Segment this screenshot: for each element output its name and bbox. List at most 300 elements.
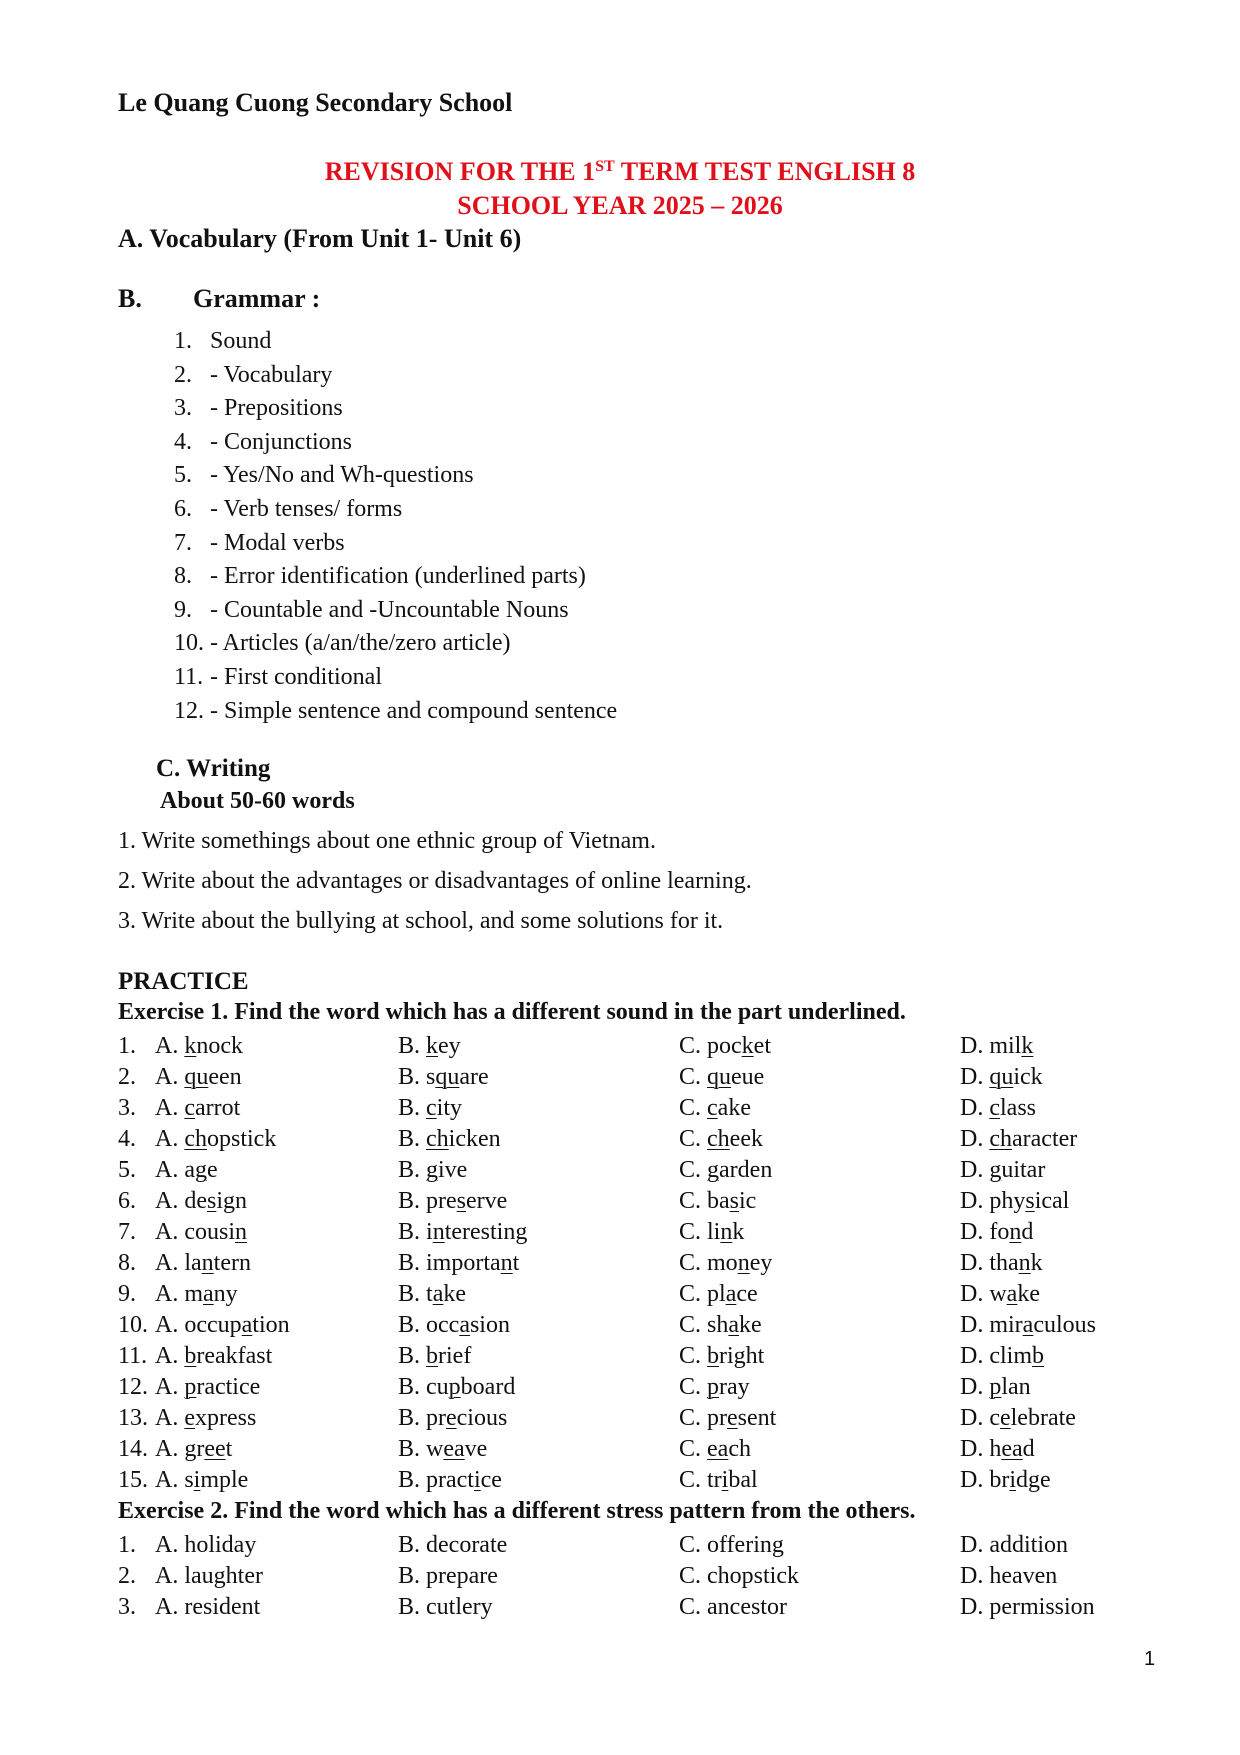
question-number: 3. (118, 1594, 136, 1620)
option-b: B. decorate (398, 1532, 508, 1558)
option-a: A. holiday (155, 1532, 257, 1558)
option-text: D. clim (960, 1343, 1032, 1369)
underlined-part: c (707, 1095, 718, 1121)
option-text: D. tha (960, 1250, 1019, 1276)
option-text: B. (398, 1157, 427, 1183)
option-text: C. (679, 1064, 708, 1090)
grammar-item (174, 459, 617, 493)
exercise-1-title: Exercise 1. Find the word which has a different sound in the part underlined. (118, 999, 906, 1025)
option-text: ractice (196, 1374, 261, 1400)
title-part: TERM TEST ENGLISH 8 (614, 157, 916, 186)
underlined-part: s (456, 1188, 466, 1214)
underlined-part: qu (989, 1064, 1014, 1090)
writing-task: 1. Write somethings about one ethnic group of Vietnam. (118, 828, 656, 854)
underlined-part: i (1009, 1467, 1016, 1493)
option-text: board (460, 1374, 516, 1400)
grammar-item (174, 661, 617, 695)
grammar-item-text: - Prepositions (210, 395, 343, 422)
option-a (155, 1031, 243, 1062)
option-a (155, 1372, 260, 1403)
writing-task: 2. Write about the advantages or disadvantages of online learning. (118, 868, 752, 894)
question-number: 2. (118, 1064, 136, 1090)
underlined-part: s (206, 1188, 217, 1214)
option-text: D. br (960, 1467, 1010, 1493)
option-text: bal (728, 1467, 758, 1493)
option-text: d (1021, 1219, 1034, 1245)
option-text: B. (398, 1095, 427, 1121)
title-superscript: ST (595, 158, 615, 175)
underlined-part: p (184, 1374, 197, 1400)
option-text: ick (1013, 1064, 1043, 1090)
option-text: C. pr (679, 1405, 727, 1431)
option-a (155, 1186, 247, 1217)
grammar-item-text: - Conjunctions (210, 428, 352, 455)
underlined-part: a (1022, 1312, 1034, 1338)
writing-task: 3. Write about the bullying at school, and some solutions for it. (118, 908, 724, 934)
option-text: B. (398, 1126, 427, 1152)
option-text: D. w (960, 1281, 1007, 1307)
option-text: mple (200, 1467, 249, 1493)
option-text: D. (960, 1374, 990, 1400)
grammar-item-text: - Countable and -Uncountable Nouns (210, 596, 569, 623)
grammar-item (174, 359, 617, 393)
grammar-item-number: 8. (174, 563, 192, 590)
option-text: ce (480, 1467, 502, 1493)
option-text: ign (216, 1188, 247, 1214)
option-c (679, 1124, 763, 1155)
underlined-part: ee (204, 1436, 226, 1462)
option-d (960, 1248, 1043, 1279)
underlined-part: i (473, 1467, 481, 1493)
option-b (398, 1279, 466, 1310)
option-d (960, 1186, 1069, 1217)
option-a (155, 1279, 238, 1310)
option-c (679, 1093, 751, 1124)
underlined-part: g (426, 1157, 439, 1183)
question-number: 4. (118, 1126, 136, 1152)
option-text: ray (719, 1374, 750, 1400)
grammar-item (174, 325, 617, 359)
writing-list (118, 824, 752, 944)
option-text: A. (155, 1095, 185, 1121)
option-text: D. (960, 1126, 990, 1152)
underlined-part: e (999, 1405, 1011, 1431)
option-text: icken (448, 1126, 501, 1152)
option-b (398, 1186, 507, 1217)
option-a: A. resident (155, 1594, 261, 1620)
school-year: SCHOOL YEAR 2025 – 2026 (457, 191, 783, 220)
grammar-item-number: 2. (174, 361, 192, 388)
grammar-list (174, 325, 617, 728)
question-number: 8. (118, 1250, 136, 1276)
option-text: B. pre (398, 1188, 457, 1214)
grammar-item (174, 426, 617, 460)
underlined-part: c (989, 1095, 1000, 1121)
option-text: A. (155, 1126, 185, 1152)
underlined-part: p (707, 1374, 720, 1400)
underlined-part: i (193, 1467, 201, 1493)
exercise-2-title: Exercise 2. Find the word which has a different stress pattern from the others. (118, 1498, 916, 1524)
option-text: lebrate (1010, 1405, 1076, 1431)
option-c (679, 1434, 751, 1465)
option-text: k (732, 1219, 745, 1245)
option-text: D. mir (960, 1312, 1023, 1338)
option-text: B. t (398, 1281, 433, 1307)
option-d (960, 1093, 1036, 1124)
option-d (960, 1062, 1043, 1093)
option-text: B. pract (398, 1467, 474, 1493)
option-b (398, 1248, 519, 1279)
option-text: D. (960, 1064, 990, 1090)
option-text: uitar (1001, 1157, 1046, 1183)
grammar-item-number: 10. (174, 630, 204, 657)
option-b (398, 1093, 462, 1124)
underlined-part: ch (426, 1126, 449, 1152)
option-text: arden (719, 1157, 773, 1183)
grammar-item-number: 12. (174, 697, 204, 724)
option-text: B. occ (398, 1312, 460, 1338)
underlined-part: g (707, 1157, 720, 1183)
grammar-item (174, 594, 617, 628)
option-c (679, 1031, 771, 1062)
grammar-item (174, 392, 617, 426)
title-part: REVISION FOR THE 1 (324, 157, 596, 186)
option-text: arrot (195, 1095, 241, 1121)
underlined-part: s (1025, 1188, 1035, 1214)
option-b (398, 1155, 467, 1186)
underlined-part: ea (1001, 1436, 1023, 1462)
option-text: B. cu (398, 1374, 449, 1400)
option-b (398, 1403, 507, 1434)
option-text: lass (1000, 1095, 1036, 1121)
option-text: C. (679, 1436, 708, 1462)
grammar-item-text: - Modal verbs (210, 529, 345, 556)
grammar-item (174, 560, 617, 594)
option-text: C. mo (679, 1250, 738, 1276)
question-number: 11. (118, 1343, 148, 1369)
grammar-item-number: 11. (174, 663, 204, 690)
option-a (155, 1155, 218, 1186)
option-a (155, 1124, 276, 1155)
option-text: D. (960, 1095, 990, 1121)
option-d (960, 1310, 1096, 1341)
question-number: 3. (118, 1095, 136, 1121)
option-text: k (1030, 1250, 1043, 1276)
underlined-part: g (194, 1157, 207, 1183)
grammar-item-number: 5. (174, 462, 192, 489)
option-d (960, 1434, 1035, 1465)
underlined-part: n (1009, 1219, 1022, 1245)
practice-heading: PRACTICE (118, 968, 249, 995)
school-name: Le Quang Cuong Secondary School (118, 88, 513, 117)
option-text: ke (739, 1312, 762, 1338)
option-d: D. addition (960, 1532, 1068, 1558)
underlined-part: a (725, 1281, 737, 1307)
underlined-part: b (184, 1343, 197, 1369)
underlined-part: k (1021, 1033, 1034, 1059)
underlined-part: i (721, 1467, 729, 1493)
question-number: 1. (118, 1033, 136, 1059)
option-text: A. m (155, 1281, 203, 1307)
grammar-item-text: - Error identification (underlined parts) (210, 563, 586, 590)
option-text: cious (456, 1405, 508, 1431)
underlined-part: b (1032, 1343, 1044, 1369)
option-text: tern (213, 1250, 251, 1276)
option-text: et (753, 1033, 771, 1059)
option-d (960, 1279, 1040, 1310)
grammar-item-text: - Simple sentence and compound sentence (210, 697, 618, 724)
option-c: C. ancestor (679, 1594, 787, 1620)
grammar-item (174, 493, 617, 527)
option-a (155, 1465, 248, 1496)
underlined-part: b (707, 1343, 720, 1369)
option-c (679, 1341, 764, 1372)
section-a-heading: A. Vocabulary (From Unit 1- Unit 6) (118, 224, 522, 253)
option-text: D. h (960, 1436, 1002, 1462)
option-text: D. (960, 1157, 990, 1183)
underlined-part: n (235, 1219, 247, 1245)
option-text: ke (1017, 1281, 1040, 1307)
option-text: xpress (195, 1405, 257, 1431)
option-text: B. (398, 1343, 427, 1369)
option-d (960, 1031, 1033, 1062)
option-b (398, 1217, 527, 1248)
option-text: ve (464, 1436, 488, 1462)
option-text: A. (155, 1064, 185, 1090)
underlined-part: e (727, 1405, 738, 1431)
option-text: C. (679, 1374, 708, 1400)
underlined-part: e (446, 1405, 457, 1431)
option-d (960, 1341, 1044, 1372)
option-c (679, 1217, 744, 1248)
question-number: 15. (118, 1467, 148, 1493)
underlined-part: s (729, 1188, 740, 1214)
option-text: B. w (398, 1436, 444, 1462)
option-text: een (208, 1064, 242, 1090)
option-text: d (1022, 1436, 1035, 1462)
question-number: 14. (118, 1436, 148, 1462)
option-a (155, 1310, 290, 1341)
grammar-item (174, 527, 617, 561)
grammar-item-number: 9. (174, 596, 192, 623)
option-b (398, 1310, 510, 1341)
grammar-item-number: 1. (174, 328, 192, 354)
question-number: 5. (118, 1157, 136, 1183)
underlined-part: n (737, 1250, 750, 1276)
page-number: 1 (1144, 1648, 1156, 1670)
option-c (679, 1279, 758, 1310)
option-b (398, 1341, 471, 1372)
section-b-heading: Grammar : (193, 284, 321, 313)
option-text: ive (438, 1157, 468, 1183)
underlined-part: c (184, 1095, 195, 1121)
option-a (155, 1434, 232, 1465)
underlined-part: p (448, 1374, 461, 1400)
option-d (960, 1155, 1045, 1186)
option-c (679, 1155, 772, 1186)
underlined-part: k (184, 1033, 197, 1059)
underlined-part: e (184, 1405, 195, 1431)
grammar-item-text: - Yes/No and Wh-questions (210, 462, 474, 489)
underlined-part: a (203, 1281, 214, 1307)
question-number: 6. (118, 1188, 136, 1214)
option-text: C. (679, 1095, 708, 1121)
option-a (155, 1093, 240, 1124)
option-text: C. li (679, 1219, 721, 1245)
option-b (398, 1062, 489, 1093)
option-text: ny (213, 1281, 238, 1307)
underlined-part: c (426, 1095, 437, 1121)
option-text: B. s (398, 1064, 436, 1090)
underlined-part: b (426, 1343, 439, 1369)
option-text: ical (1034, 1188, 1070, 1214)
option-c (679, 1310, 762, 1341)
grammar-item-number: 3. (174, 395, 192, 422)
question-number: 7. (118, 1219, 136, 1245)
option-a (155, 1217, 247, 1248)
section-c-subheading: About 50-60 words (160, 788, 355, 814)
option-text: A. (155, 1374, 185, 1400)
option-text: ey (438, 1033, 461, 1059)
option-text: A. de (155, 1188, 207, 1214)
option-c (679, 1403, 776, 1434)
grammar-item-number: 7. (174, 529, 192, 556)
option-text: sent (737, 1405, 777, 1431)
option-d (960, 1465, 1051, 1496)
underlined-part: ch (707, 1126, 730, 1152)
option-text: e (206, 1157, 218, 1183)
option-b (398, 1434, 487, 1465)
option-text: B. i (398, 1219, 433, 1245)
option-text: opstick (207, 1126, 277, 1152)
option-text: lan (1001, 1374, 1031, 1400)
option-text: ey (749, 1250, 773, 1276)
option-text: C. pl (679, 1281, 726, 1307)
option-text: aracter (1012, 1126, 1078, 1152)
grammar-item-number: 4. (174, 428, 192, 455)
option-text: D. fo (960, 1219, 1010, 1245)
option-d (960, 1124, 1077, 1155)
underlined-part: a (432, 1281, 444, 1307)
grammar-item (174, 695, 617, 729)
option-text: ch (728, 1436, 751, 1462)
option-text: reakfast (196, 1343, 273, 1369)
question-number: 2. (118, 1563, 136, 1589)
option-a: A. laughter (155, 1563, 263, 1589)
option-text: sion (469, 1312, 510, 1338)
option-text: D. phy (960, 1188, 1026, 1214)
option-text: D. mil (960, 1033, 1022, 1059)
option-text: C. (679, 1157, 708, 1183)
option-text: ity (436, 1095, 463, 1121)
option-c (679, 1248, 772, 1279)
underlined-part: k (426, 1033, 439, 1059)
underlined-part: a (728, 1312, 740, 1338)
underlined-part: n (720, 1219, 733, 1245)
option-b (398, 1372, 515, 1403)
grammar-item-text: - Articles (a/an/the/zero article) (210, 630, 511, 657)
question-number: 10. (118, 1312, 148, 1338)
underlined-part: n (201, 1250, 214, 1276)
option-text: culous (1033, 1312, 1096, 1338)
grammar-item-text: - Verb tenses/ forms (210, 495, 403, 522)
underlined-part: n (500, 1250, 513, 1276)
underlined-part: ea (443, 1436, 465, 1462)
option-text: A. occup (155, 1312, 242, 1338)
underlined-part: qu (184, 1064, 209, 1090)
option-text: right (719, 1343, 765, 1369)
document-title (0, 157, 1240, 187)
option-text: C. poc (679, 1033, 742, 1059)
underlined-part: ch (989, 1126, 1012, 1152)
option-text: A. (155, 1343, 185, 1369)
option-c (679, 1372, 750, 1403)
option-c (679, 1465, 758, 1496)
option-text: A. a (155, 1157, 195, 1183)
option-text: dge (1016, 1467, 1051, 1493)
option-text: A. (155, 1405, 185, 1431)
grammar-item-text: Sound (210, 328, 272, 354)
underlined-part: p (989, 1374, 1002, 1400)
option-text: ce (736, 1281, 758, 1307)
option-c (679, 1062, 764, 1093)
option-a (155, 1403, 256, 1434)
question-number: 9. (118, 1281, 136, 1307)
option-text: ic (739, 1188, 757, 1214)
underlined-part: qu (435, 1064, 460, 1090)
option-text: teresting (444, 1219, 528, 1245)
option-text: C. (679, 1343, 708, 1369)
option-a (155, 1341, 272, 1372)
underlined-part: n (432, 1219, 445, 1245)
option-b (398, 1465, 502, 1496)
underlined-part: ch (184, 1126, 207, 1152)
option-text: ke (443, 1281, 466, 1307)
option-b (398, 1031, 461, 1062)
grammar-item (174, 627, 617, 661)
option-c: C. chopstick (679, 1563, 799, 1589)
option-text: A. cousi (155, 1219, 235, 1245)
underlined-part: ea (707, 1436, 729, 1462)
underlined-part: qu (707, 1064, 732, 1090)
option-a (155, 1062, 242, 1093)
option-text: nock (196, 1033, 243, 1059)
option-d (960, 1403, 1076, 1434)
option-text: A. gr (155, 1436, 205, 1462)
option-text: eek (729, 1126, 763, 1152)
question-number: 12. (118, 1374, 148, 1400)
underlined-part: a (1006, 1281, 1018, 1307)
option-text: C. sh (679, 1312, 729, 1338)
option-text: ake (717, 1095, 751, 1121)
option-text: A. s (155, 1467, 194, 1493)
grammar-item-number: 6. (174, 495, 192, 522)
option-text: C. (679, 1126, 708, 1152)
section-b-letter: B. (118, 284, 142, 313)
option-d (960, 1372, 1031, 1403)
question-number: 1. (118, 1532, 136, 1558)
option-d: D. permission (960, 1594, 1095, 1620)
option-text: B. (398, 1033, 427, 1059)
option-text: B. pr (398, 1405, 446, 1431)
question-number: 13. (118, 1405, 148, 1431)
option-d: D. heaven (960, 1563, 1058, 1589)
option-text: eue (731, 1064, 765, 1090)
option-text: tion (252, 1312, 290, 1338)
underlined-part: a (241, 1312, 253, 1338)
option-b: B. prepare (398, 1563, 498, 1589)
option-b: B. cutlery (398, 1594, 493, 1620)
